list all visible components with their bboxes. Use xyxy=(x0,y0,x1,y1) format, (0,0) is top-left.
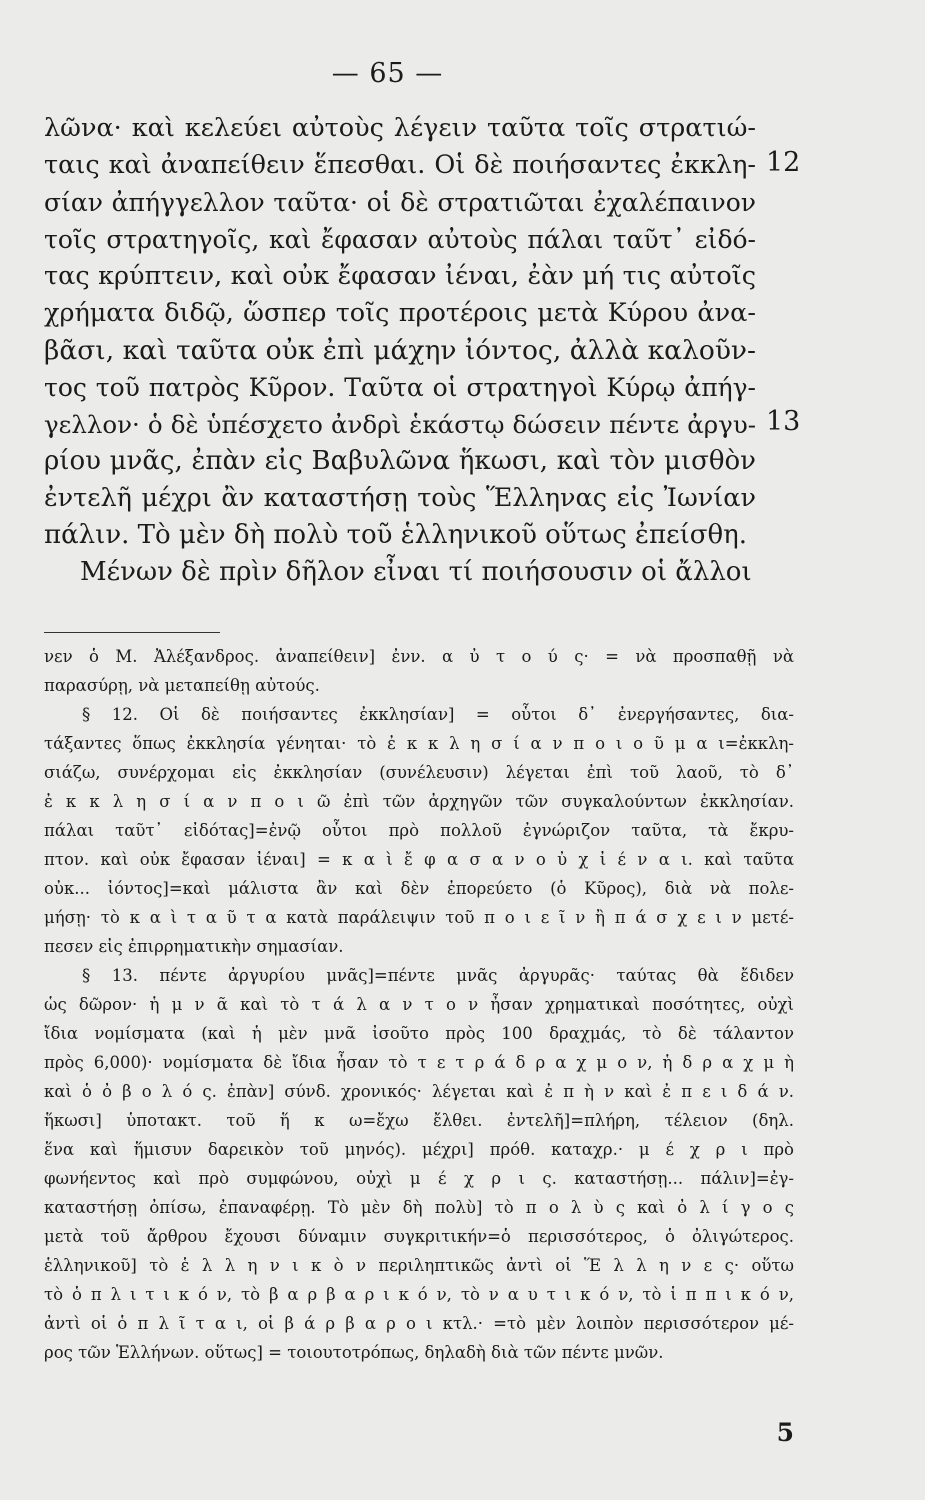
note-line: ἀντὶ οἱ ὁ π λ ῖ τ α ι, οἱ β ά ρ β α ρ ο ι κτλ.· =τὸ μὲν λοιπὸν περισσότερον μέ- xyxy=(44,1314,794,1333)
text-line: ταις καὶ ἀναπείθειν ἕπεσθαι. Οἱ δὲ ποιήσαντες ἐκκλη- xyxy=(44,150,756,180)
note-line: πεσεν εἰς ἐπιρρηματικὴν σημασίαν. xyxy=(44,937,344,956)
note-line: § 12. Οἱ δὲ ποιήσαντες ἐκκλησίαν] = οὗτοι δ᾽ ἐνεργήσαντες, δια- xyxy=(82,705,794,724)
page-number: — 65 — xyxy=(331,58,444,89)
note-line: παρασύρῃ, νὰ μεταπείθῃ αὐτούς. xyxy=(44,676,320,695)
text-line: λῶνα· καὶ κελεύει αὐτοὺς λέγειν ταῦτα τοῖς στρατιώ- xyxy=(44,113,756,143)
footnote-rule xyxy=(44,632,220,633)
note-line: φωνήεντος καὶ πρὸ συμφώνου, οὐχὶ μ έ χ ρ ι ς. καταστήσῃ... πάλιν]=ἐγ- xyxy=(44,1169,794,1188)
note-line: πτον. καὶ οὐκ ἔφασαν ἰέναι] = κ α ὶ ἔ φ α σ α ν ο ὐ χ ἰ έ ν α ι. καὶ ταῦτα xyxy=(44,850,794,869)
note-line: μετὰ τοῦ ἄρθρου ἔχουσι δύναμιν συγκριτικήν=ὁ περισσότερος, ὁ ὀλιγώτερος. xyxy=(44,1227,794,1246)
note-line: οὐκ... ἰόντος]=καὶ μάλιστα ἂν καὶ δὲν ἐπορεύετο (ὁ Κῦρος), διὰ νὰ πολε- xyxy=(44,879,794,898)
text-line: χρήματα διδῷ, ὥσπερ τοῖς προτέροις μετὰ Κύρου ἀνα- xyxy=(44,298,756,328)
note-line: νεν ὁ Μ. Ἀλέξανδρος. ἀναπείθειν] ἐνν. α ὐ τ ο ύ ς· = νὰ προσπαθῇ νὰ xyxy=(44,647,794,666)
text-line: ρίου μνᾶς, ἐπὰν εἰς Βαβυλῶνα ἥκωσι, καὶ τὸν μισθὸν xyxy=(44,446,756,476)
text-line: τας κρύπτειν, καὶ οὐκ ἔφασαν ἰέναι, ἐὰν μή τις αὐτοῖς xyxy=(44,261,756,291)
text-line: βᾶσι, καὶ ταῦτα οὐκ ἐπὶ μάχην ἰόντος, ἀλλὰ καλοῦν- xyxy=(44,335,756,366)
text-line: τοῖς στρατηγοῖς, καὶ ἔφασαν αὐτοὺς πάλαι ταῦτ᾽ εἰδό- xyxy=(44,225,756,254)
note-line: ἕνα καὶ ἥμισυν δαρεικὸν τοῦ μηνός). μέχρι] πρόθ. καταχρ.· μ έ χ ρ ι πρὸ xyxy=(44,1140,794,1159)
note-line: πρὸς 6,000)· νομίσματα δὲ ἴδια ἦσαν τὸ τ ε τ ρ ά δ ρ α χ μ ο ν, ἡ δ ρ α χ μ ὴ xyxy=(44,1053,794,1072)
signature-mark: 5 xyxy=(776,1418,794,1447)
note-line: σιάζω, συνέρχομαι εἰς ἐκκλησίαν (συνέλευσιν) λέγεται ἐπὶ τοῦ λαοῦ, τὸ δ᾽ xyxy=(44,763,794,782)
text-line: σίαν ἀπήγγελλον ταῦτα· οἱ δὲ στρατιῶται ἐχαλέπαινον xyxy=(44,188,756,217)
commentary-notes xyxy=(44,642,794,1367)
main-text xyxy=(44,110,756,591)
note-line: μήσῃ· τὸ κ α ὶ τ α ῦ τ α κατὰ παράλειψιν τοῦ π ο ι ε ῖ ν ἢ π ά σ χ ε ι ν μετέ- xyxy=(44,908,794,927)
note-line: ἴδια νομίσματα (καὶ ἡ μὲν μνᾶ ἰσοῦτο πρὸς 100 δραχμάς, τὸ δὲ τάλαντον xyxy=(44,1024,794,1043)
margin-section-number: 13 xyxy=(766,406,801,437)
text-line: Μένων δὲ πρὶν δῆλον εἶναι τί ποιήσουσιν οἱ ἄλλοι xyxy=(80,557,752,587)
note-line: πάλαι ταῦτ᾽ εἰδότας]=ἐνῷ οὗτοι πρὸ πολλοῦ ἐγνώριζον ταῦτα, τὰ ἔκρυ- xyxy=(44,821,794,840)
margin-section-number: 12 xyxy=(766,147,801,178)
text-line: πάλιν. Τὸ μὲν δὴ πολὺ τοῦ ἑλληνικοῦ οὕτως ἐπείσθη. xyxy=(44,520,748,550)
note-line: ἥκωσι] ὑποτακτ. τοῦ ἥ κ ω=ἔχω ἔλθει. ἐντελῆ]=πλήρη, τέλειον (δηλ. xyxy=(44,1111,794,1130)
note-line: ὡς δῶρον· ἡ μ ν ᾶ καὶ τὸ τ ά λ α ν τ ο ν ἦσαν χρηματικαὶ ποσότητες, οὐχὶ xyxy=(44,995,794,1014)
note-line: ἐ κ κ λ η σ ί α ν π ο ι ῶ ἐπὶ τῶν ἀρχηγῶν τῶν συγκαλούντων ἐκκλησίαν. xyxy=(44,792,794,811)
note-line: καὶ ὁ ὀ β ο λ ό ς. ἐπὰν] σύνδ. χρονικός· λέγεται καὶ ἐ π ὴ ν καὶ ἐ π ε ι δ ά ν. xyxy=(44,1082,794,1101)
note-line: § 13. πέντε ἀργυρίου μνᾶς]=πέντε μνᾶς ἀργυρᾶς· ταύτας θὰ ἔδιδεν xyxy=(82,966,794,985)
note-line: καταστήσῃ ὀπίσω, ἐπαναφέρῃ. Τὸ μὲν δὴ πολὺ] τὸ π ο λ ὺ ς καὶ ὀ λ ί γ ο ς xyxy=(44,1198,794,1217)
text-line: γελλον· ὁ δὲ ὑπέσχετο ἀνδρὶ ἑκάστῳ δώσειν πέντε ἀργυ- xyxy=(44,410,756,439)
note-line: ἑλληνικοῦ] τὸ ἑ λ λ η ν ι κ ὸ ν περιληπτικῶς ἀντὶ οἱ Ἕ λ λ η ν ε ς· οὕτω xyxy=(44,1256,794,1275)
text-line: τος τοῦ πατρὸς Κῦρον. Ταῦτα οἱ στρατηγοὶ Κύρῳ ἀπήγ- xyxy=(44,373,756,402)
note-line: ρος τῶν Ἑλλήνων. οὕτως] = τοιουτοτρόπως, δηλαδὴ διὰ τῶν πέντε μνῶν. xyxy=(44,1343,664,1362)
text-line: ἐντελῆ μέχρι ἂν καταστήσῃ τοὺς Ἕλληνας εἰς Ἰωνίαν xyxy=(44,483,756,513)
note-line: τὸ ὁ π λ ι τ ι κ ό ν, τὸ β α ρ β α ρ ι κ ό ν, τὸ ν α υ τ ι κ ό ν, τὸ ἱ π π ι κ ό ν, xyxy=(44,1285,794,1304)
note-line: τάξαντες ὅπως ἐκκλησία γένηται· τὸ ἐ κ κ λ η σ ί α ν π ο ι ο ῦ μ α ι=ἐκκλη- xyxy=(44,734,794,753)
